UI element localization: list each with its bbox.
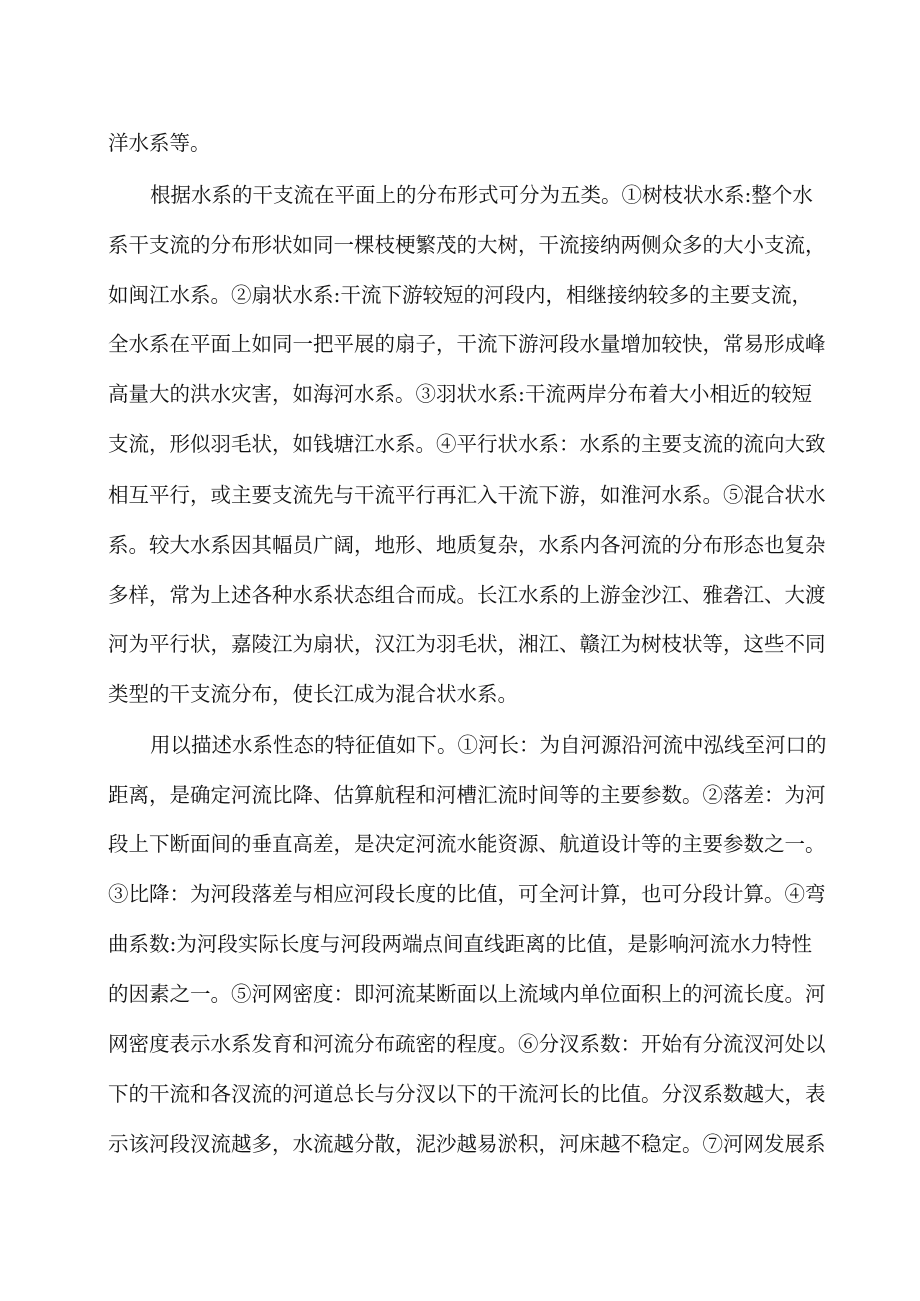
text-line: 网密度表示水系发育和河流分布疏密的程度。⑥分汊系数：开始有分流汊河处以 — [108, 1032, 826, 1056]
text-line: 距离，是确定河流比降、估算航程和河槽汇流时间等的主要参数。②落差：为河 — [108, 783, 826, 807]
text-line: 河为平行状，嘉陵江为扇状，汉江为羽毛状，湘江、赣江为树枝状等，这些不同 — [108, 632, 826, 656]
text-line: ③比降：为河段落差与相应河段长度的比值，可全河计算，也可分段计算。④弯 — [108, 882, 826, 906]
text-line: 洋水系等。 — [108, 131, 211, 155]
paragraph-start-line: 根据水系的干支流在平面上的分布形式可分为五类。①树枝状水系:整个水 — [150, 183, 813, 207]
text-line: 示该河段汊流越多，水流越分散，泥沙越易淤积，河床越不稳定。⑦河网发展系 — [108, 1132, 826, 1156]
text-line: 系。较大水系因其幅员广阔，地形、地质复杂，水系内各河流的分布形态也复杂 — [108, 533, 826, 557]
text-line: 高量大的洪水灾害，如海河水系。③羽状水系:干流两岸分布着大小相近的较短 — [108, 382, 812, 406]
text-line: 多样，常为上述各种水系状态组合而成。长江水系的上游金沙江、雅砻江、大渡 — [108, 583, 826, 607]
text-line: 支流，形似羽毛状，如钱塘江水系。④平行状水系：水系的主要支流的流向大致 — [108, 432, 826, 456]
text-line: 的因素之一。⑤河网密度：即河流某断面以上流域内单位面积上的河流长度。河 — [108, 982, 826, 1006]
text-line: 类型的干支流分布，使长江成为混合状水系。 — [108, 682, 518, 706]
text-line: 系干支流的分布形状如同一棵枝梗繁茂的大树，干流接纳两侧众多的大小支流， — [108, 233, 826, 257]
text-line: 曲系数:为河段实际长度与河段两端点间直线距离的比值，是影响河流水力特性 — [108, 932, 812, 956]
text-line: 如闽江水系。②扇状水系:干流下游较短的河段内，相继接纳较多的主要支流， — [108, 283, 812, 307]
text-line: 段上下断面间的垂直高差，是决定河流水能资源、航道设计等的主要参数之一。 — [108, 832, 826, 856]
paragraph-start-line: 用以描述水系性态的特征值如下。①河长：为自河源沿河流中泓线至河口的 — [150, 733, 827, 757]
text-line: 全水系在平面上如同一把平展的扇子，干流下游河段水量增加较快，常易形成峰 — [108, 332, 826, 356]
text-line: 相互平行，或主要支流先与干流平行再汇入干流下游，如淮河水系。⑤混合状水 — [108, 483, 826, 507]
text-line: 下的干流和各汊流的河道总长与分汊以下的干流河长的比值。分汊系数越大，表 — [108, 1082, 826, 1106]
